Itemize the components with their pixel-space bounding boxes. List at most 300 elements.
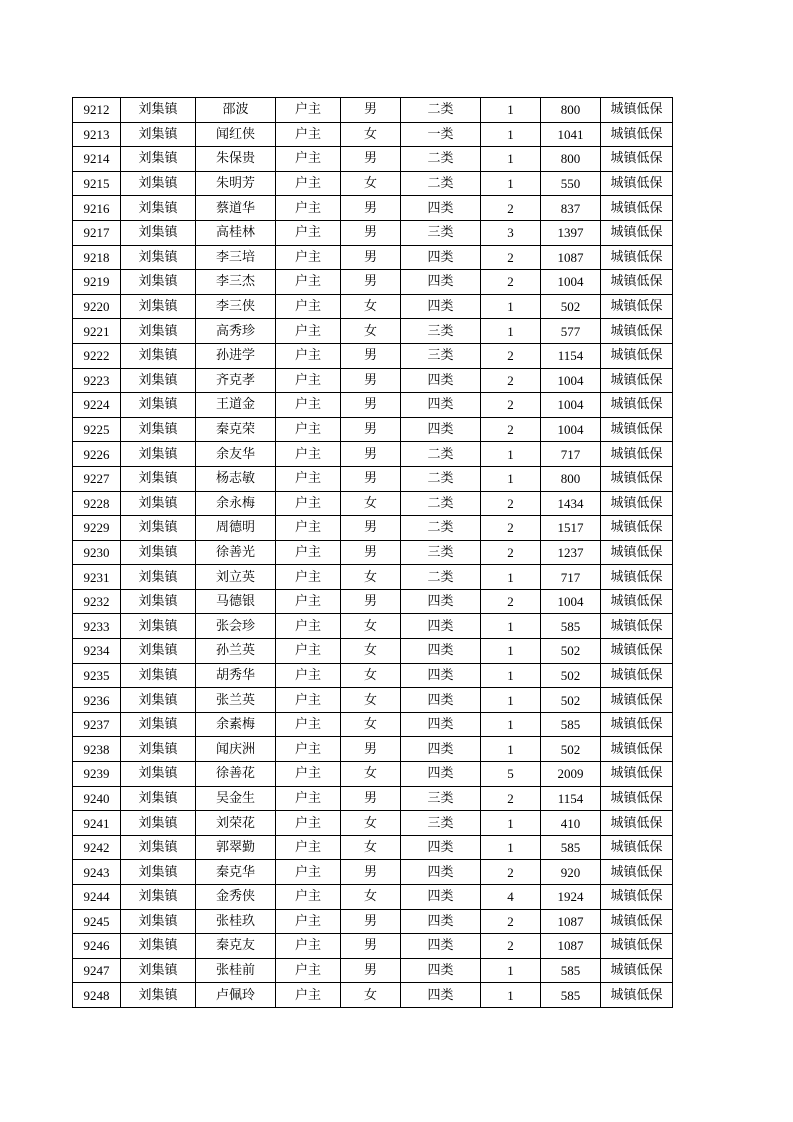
amount-cell: 1004	[541, 368, 601, 393]
table-row	[73, 737, 673, 762]
town-cell: 刘集镇	[121, 147, 196, 172]
relation-cell: 户主	[276, 343, 341, 368]
gender-cell: 女	[341, 835, 401, 860]
gender-cell: 女	[341, 639, 401, 664]
table-row	[73, 171, 673, 196]
table-row	[73, 835, 673, 860]
roster-table-body	[73, 98, 673, 1008]
relation-cell: 户主	[276, 712, 341, 737]
household-size-cell: 2	[481, 343, 541, 368]
gender-cell: 女	[341, 614, 401, 639]
table-row	[73, 491, 673, 516]
household-size-cell: 1	[481, 811, 541, 836]
gender-cell: 男	[341, 860, 401, 885]
amount-cell: 1154	[541, 786, 601, 811]
amount-cell: 1004	[541, 393, 601, 418]
record-number-cell: 9229	[73, 516, 121, 541]
amount-cell: 550	[541, 171, 601, 196]
town-cell: 刘集镇	[121, 983, 196, 1008]
name-cell: 朱明芳	[196, 171, 276, 196]
town-cell: 刘集镇	[121, 639, 196, 664]
program-cell: 城镇低保	[601, 565, 673, 590]
town-cell: 刘集镇	[121, 909, 196, 934]
record-number-cell: 9220	[73, 294, 121, 319]
program-cell: 城镇低保	[601, 417, 673, 442]
household-size-cell: 1	[481, 688, 541, 713]
name-cell: 张会珍	[196, 614, 276, 639]
town-cell: 刘集镇	[121, 171, 196, 196]
amount-cell: 837	[541, 196, 601, 221]
program-cell: 城镇低保	[601, 466, 673, 491]
table-row	[73, 614, 673, 639]
amount-cell: 1004	[541, 270, 601, 295]
category-cell: 二类	[401, 147, 481, 172]
program-cell: 城镇低保	[601, 983, 673, 1008]
gender-cell: 男	[341, 786, 401, 811]
town-cell: 刘集镇	[121, 860, 196, 885]
amount-cell: 1924	[541, 885, 601, 910]
relation-cell: 户主	[276, 294, 341, 319]
household-size-cell: 5	[481, 762, 541, 787]
household-size-cell: 1	[481, 122, 541, 147]
category-cell: 四类	[401, 417, 481, 442]
household-size-cell: 2	[481, 589, 541, 614]
relation-cell: 户主	[276, 196, 341, 221]
amount-cell: 577	[541, 319, 601, 344]
relation-cell: 户主	[276, 147, 341, 172]
amount-cell: 585	[541, 614, 601, 639]
relation-cell: 户主	[276, 565, 341, 590]
relation-cell: 户主	[276, 762, 341, 787]
gender-cell: 男	[341, 368, 401, 393]
program-cell: 城镇低保	[601, 171, 673, 196]
gender-cell: 女	[341, 122, 401, 147]
gender-cell: 男	[341, 147, 401, 172]
town-cell: 刘集镇	[121, 516, 196, 541]
category-cell: 三类	[401, 811, 481, 836]
gender-cell: 男	[341, 417, 401, 442]
name-cell: 卢佩玲	[196, 983, 276, 1008]
household-size-cell: 1	[481, 147, 541, 172]
category-cell: 四类	[401, 270, 481, 295]
category-cell: 二类	[401, 442, 481, 467]
program-cell: 城镇低保	[601, 639, 673, 664]
amount-cell: 1004	[541, 417, 601, 442]
gender-cell: 男	[341, 220, 401, 245]
relation-cell: 户主	[276, 220, 341, 245]
name-cell: 胡秀华	[196, 663, 276, 688]
town-cell: 刘集镇	[121, 491, 196, 516]
town-cell: 刘集镇	[121, 786, 196, 811]
record-number-cell: 9231	[73, 565, 121, 590]
town-cell: 刘集镇	[121, 737, 196, 762]
relation-cell: 户主	[276, 811, 341, 836]
record-number-cell: 9239	[73, 762, 121, 787]
table-row	[73, 417, 673, 442]
category-cell: 四类	[401, 983, 481, 1008]
relation-cell: 户主	[276, 860, 341, 885]
town-cell: 刘集镇	[121, 98, 196, 123]
category-cell: 四类	[401, 196, 481, 221]
household-size-cell: 2	[481, 417, 541, 442]
program-cell: 城镇低保	[601, 98, 673, 123]
amount-cell: 502	[541, 737, 601, 762]
table-row	[73, 565, 673, 590]
household-size-cell: 2	[481, 860, 541, 885]
relation-cell: 户主	[276, 393, 341, 418]
table-row	[73, 245, 673, 270]
table-row	[73, 442, 673, 467]
town-cell: 刘集镇	[121, 934, 196, 959]
table-row	[73, 294, 673, 319]
household-size-cell: 2	[481, 909, 541, 934]
category-cell: 四类	[401, 663, 481, 688]
record-number-cell: 9242	[73, 835, 121, 860]
town-cell: 刘集镇	[121, 614, 196, 639]
town-cell: 刘集镇	[121, 220, 196, 245]
relation-cell: 户主	[276, 245, 341, 270]
gender-cell: 男	[341, 270, 401, 295]
amount-cell: 410	[541, 811, 601, 836]
household-size-cell: 3	[481, 220, 541, 245]
record-number-cell: 9219	[73, 270, 121, 295]
category-cell: 四类	[401, 368, 481, 393]
household-size-cell: 2	[481, 934, 541, 959]
gender-cell: 男	[341, 540, 401, 565]
amount-cell: 800	[541, 466, 601, 491]
relation-cell: 户主	[276, 934, 341, 959]
program-cell: 城镇低保	[601, 762, 673, 787]
relation-cell: 户主	[276, 171, 341, 196]
program-cell: 城镇低保	[601, 589, 673, 614]
record-number-cell: 9214	[73, 147, 121, 172]
relation-cell: 户主	[276, 417, 341, 442]
category-cell: 四类	[401, 762, 481, 787]
record-number-cell: 9226	[73, 442, 121, 467]
record-number-cell: 9236	[73, 688, 121, 713]
gender-cell: 男	[341, 737, 401, 762]
table-row	[73, 786, 673, 811]
category-cell: 四类	[401, 958, 481, 983]
program-cell: 城镇低保	[601, 737, 673, 762]
name-cell: 高桂林	[196, 220, 276, 245]
name-cell: 马德银	[196, 589, 276, 614]
record-number-cell: 9241	[73, 811, 121, 836]
relation-cell: 户主	[276, 983, 341, 1008]
category-cell: 三类	[401, 540, 481, 565]
town-cell: 刘集镇	[121, 270, 196, 295]
table-row	[73, 885, 673, 910]
table-row	[73, 663, 673, 688]
name-cell: 吴金生	[196, 786, 276, 811]
amount-cell: 800	[541, 147, 601, 172]
record-number-cell: 9225	[73, 417, 121, 442]
household-size-cell: 1	[481, 294, 541, 319]
relation-cell: 户主	[276, 786, 341, 811]
record-number-cell: 9217	[73, 220, 121, 245]
name-cell: 邵波	[196, 98, 276, 123]
table-row	[73, 958, 673, 983]
town-cell: 刘集镇	[121, 196, 196, 221]
household-size-cell: 2	[481, 368, 541, 393]
household-size-cell: 2	[481, 516, 541, 541]
relation-cell: 户主	[276, 270, 341, 295]
amount-cell: 1237	[541, 540, 601, 565]
town-cell: 刘集镇	[121, 368, 196, 393]
relation-cell: 户主	[276, 639, 341, 664]
name-cell: 秦克荣	[196, 417, 276, 442]
household-size-cell: 1	[481, 98, 541, 123]
program-cell: 城镇低保	[601, 491, 673, 516]
household-size-cell: 2	[481, 270, 541, 295]
category-cell: 三类	[401, 343, 481, 368]
record-number-cell: 9246	[73, 934, 121, 959]
gender-cell: 女	[341, 171, 401, 196]
record-number-cell: 9243	[73, 860, 121, 885]
name-cell: 张桂前	[196, 958, 276, 983]
town-cell: 刘集镇	[121, 688, 196, 713]
name-cell: 孙兰英	[196, 639, 276, 664]
name-cell: 张桂玖	[196, 909, 276, 934]
name-cell: 王道金	[196, 393, 276, 418]
record-number-cell: 9244	[73, 885, 121, 910]
program-cell: 城镇低保	[601, 860, 673, 885]
record-number-cell: 9215	[73, 171, 121, 196]
program-cell: 城镇低保	[601, 319, 673, 344]
name-cell: 李三杰	[196, 270, 276, 295]
town-cell: 刘集镇	[121, 294, 196, 319]
household-size-cell: 1	[481, 983, 541, 1008]
town-cell: 刘集镇	[121, 417, 196, 442]
category-cell: 四类	[401, 712, 481, 737]
table-row	[73, 762, 673, 787]
amount-cell: 800	[541, 98, 601, 123]
gender-cell: 女	[341, 565, 401, 590]
town-cell: 刘集镇	[121, 589, 196, 614]
record-number-cell: 9248	[73, 983, 121, 1008]
table-row	[73, 196, 673, 221]
amount-cell: 1517	[541, 516, 601, 541]
relation-cell: 户主	[276, 688, 341, 713]
category-cell: 四类	[401, 688, 481, 713]
name-cell: 徐善光	[196, 540, 276, 565]
gender-cell: 男	[341, 196, 401, 221]
name-cell: 闻红侠	[196, 122, 276, 147]
name-cell: 李三侠	[196, 294, 276, 319]
amount-cell: 1154	[541, 343, 601, 368]
town-cell: 刘集镇	[121, 466, 196, 491]
category-cell: 四类	[401, 245, 481, 270]
town-cell: 刘集镇	[121, 393, 196, 418]
name-cell: 蔡道华	[196, 196, 276, 221]
program-cell: 城镇低保	[601, 540, 673, 565]
program-cell: 城镇低保	[601, 343, 673, 368]
table-row	[73, 688, 673, 713]
program-cell: 城镇低保	[601, 688, 673, 713]
amount-cell: 585	[541, 712, 601, 737]
amount-cell: 717	[541, 442, 601, 467]
program-cell: 城镇低保	[601, 196, 673, 221]
record-number-cell: 9218	[73, 245, 121, 270]
amount-cell: 502	[541, 294, 601, 319]
relation-cell: 户主	[276, 442, 341, 467]
table-row	[73, 466, 673, 491]
program-cell: 城镇低保	[601, 663, 673, 688]
record-number-cell: 9238	[73, 737, 121, 762]
name-cell: 杨志敏	[196, 466, 276, 491]
program-cell: 城镇低保	[601, 442, 673, 467]
household-size-cell: 1	[481, 614, 541, 639]
relation-cell: 户主	[276, 885, 341, 910]
amount-cell: 585	[541, 835, 601, 860]
relation-cell: 户主	[276, 737, 341, 762]
household-size-cell: 2	[481, 196, 541, 221]
town-cell: 刘集镇	[121, 663, 196, 688]
record-number-cell: 9245	[73, 909, 121, 934]
table-row	[73, 983, 673, 1008]
program-cell: 城镇低保	[601, 245, 673, 270]
category-cell: 四类	[401, 639, 481, 664]
category-cell: 二类	[401, 466, 481, 491]
table-row	[73, 860, 673, 885]
relation-cell: 户主	[276, 909, 341, 934]
gender-cell: 女	[341, 712, 401, 737]
town-cell: 刘集镇	[121, 565, 196, 590]
program-cell: 城镇低保	[601, 220, 673, 245]
category-cell: 二类	[401, 98, 481, 123]
program-cell: 城镇低保	[601, 270, 673, 295]
program-cell: 城镇低保	[601, 909, 673, 934]
amount-cell: 1434	[541, 491, 601, 516]
name-cell: 秦克华	[196, 860, 276, 885]
record-number-cell: 9221	[73, 319, 121, 344]
town-cell: 刘集镇	[121, 811, 196, 836]
record-number-cell: 9222	[73, 343, 121, 368]
gender-cell: 男	[341, 245, 401, 270]
household-size-cell: 1	[481, 737, 541, 762]
category-cell: 四类	[401, 909, 481, 934]
category-cell: 三类	[401, 319, 481, 344]
amount-cell: 585	[541, 958, 601, 983]
name-cell: 金秀侠	[196, 885, 276, 910]
town-cell: 刘集镇	[121, 245, 196, 270]
gender-cell: 女	[341, 811, 401, 836]
relation-cell: 户主	[276, 835, 341, 860]
category-cell: 四类	[401, 934, 481, 959]
name-cell: 秦克友	[196, 934, 276, 959]
relation-cell: 户主	[276, 614, 341, 639]
category-cell: 二类	[401, 565, 481, 590]
table-row	[73, 909, 673, 934]
household-size-cell: 1	[481, 958, 541, 983]
name-cell: 朱保贵	[196, 147, 276, 172]
amount-cell: 502	[541, 663, 601, 688]
gender-cell: 女	[341, 688, 401, 713]
name-cell: 李三培	[196, 245, 276, 270]
table-row	[73, 540, 673, 565]
table-row	[73, 639, 673, 664]
category-cell: 三类	[401, 220, 481, 245]
program-cell: 城镇低保	[601, 368, 673, 393]
program-cell: 城镇低保	[601, 958, 673, 983]
household-size-cell: 2	[481, 540, 541, 565]
amount-cell: 502	[541, 688, 601, 713]
table-row	[73, 368, 673, 393]
gender-cell: 男	[341, 958, 401, 983]
relation-cell: 户主	[276, 368, 341, 393]
household-size-cell: 1	[481, 466, 541, 491]
category-cell: 四类	[401, 294, 481, 319]
amount-cell: 1041	[541, 122, 601, 147]
category-cell: 四类	[401, 589, 481, 614]
relation-cell: 户主	[276, 319, 341, 344]
amount-cell: 585	[541, 983, 601, 1008]
name-cell: 张兰英	[196, 688, 276, 713]
category-cell: 二类	[401, 491, 481, 516]
program-cell: 城镇低保	[601, 516, 673, 541]
town-cell: 刘集镇	[121, 712, 196, 737]
gender-cell: 男	[341, 343, 401, 368]
gender-cell: 男	[341, 442, 401, 467]
table-row	[73, 319, 673, 344]
category-cell: 四类	[401, 835, 481, 860]
gender-cell: 女	[341, 983, 401, 1008]
relation-cell: 户主	[276, 491, 341, 516]
table-row	[73, 122, 673, 147]
program-cell: 城镇低保	[601, 393, 673, 418]
record-number-cell: 9212	[73, 98, 121, 123]
name-cell: 余友华	[196, 442, 276, 467]
name-cell: 孙进学	[196, 343, 276, 368]
relation-cell: 户主	[276, 466, 341, 491]
household-size-cell: 1	[481, 639, 541, 664]
record-number-cell: 9232	[73, 589, 121, 614]
gender-cell: 男	[341, 516, 401, 541]
relation-cell: 户主	[276, 540, 341, 565]
town-cell: 刘集镇	[121, 885, 196, 910]
name-cell: 周德明	[196, 516, 276, 541]
program-cell: 城镇低保	[601, 934, 673, 959]
record-number-cell: 9228	[73, 491, 121, 516]
program-cell: 城镇低保	[601, 147, 673, 172]
category-cell: 四类	[401, 885, 481, 910]
gender-cell: 女	[341, 885, 401, 910]
table-row	[73, 343, 673, 368]
record-number-cell: 9223	[73, 368, 121, 393]
amount-cell: 1087	[541, 245, 601, 270]
record-number-cell: 9233	[73, 614, 121, 639]
household-size-cell: 1	[481, 565, 541, 590]
name-cell: 齐克孝	[196, 368, 276, 393]
table-row	[73, 516, 673, 541]
household-size-cell: 2	[481, 786, 541, 811]
relation-cell: 户主	[276, 98, 341, 123]
program-cell: 城镇低保	[601, 294, 673, 319]
category-cell: 一类	[401, 122, 481, 147]
program-cell: 城镇低保	[601, 811, 673, 836]
program-cell: 城镇低保	[601, 614, 673, 639]
amount-cell: 502	[541, 639, 601, 664]
gender-cell: 女	[341, 319, 401, 344]
record-number-cell: 9227	[73, 466, 121, 491]
category-cell: 四类	[401, 393, 481, 418]
household-size-cell: 1	[481, 663, 541, 688]
town-cell: 刘集镇	[121, 343, 196, 368]
town-cell: 刘集镇	[121, 762, 196, 787]
gender-cell: 男	[341, 589, 401, 614]
record-number-cell: 9224	[73, 393, 121, 418]
household-size-cell: 1	[481, 171, 541, 196]
